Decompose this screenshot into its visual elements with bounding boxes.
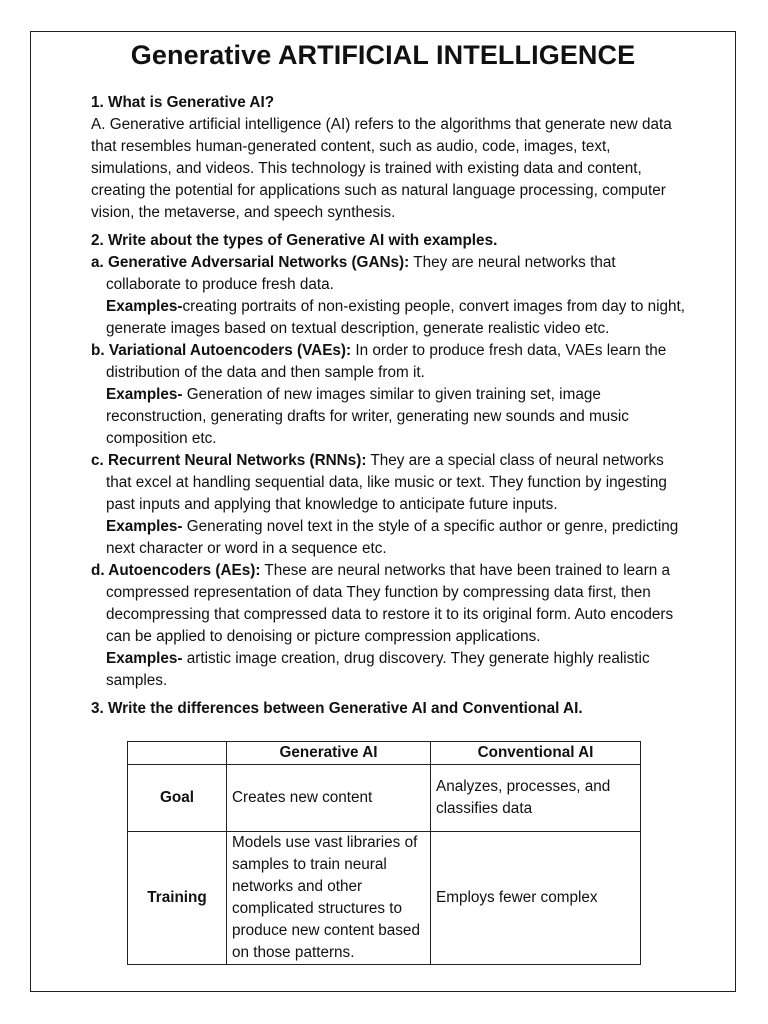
cell-conventional: Analyzes, processes, and classifies data <box>431 765 641 832</box>
row-label-training: Training <box>128 832 227 965</box>
question-3: 3. Write the differences between Generative AI and Conventional AI. <box>91 700 583 717</box>
cell-generative: Creates new content <box>227 765 431 832</box>
table-header-conventional: Conventional AI <box>431 742 641 765</box>
type-desc: These are neural networks that have been trained to learn a compressed representation of data They function by compressing data first, then decompressing that compressed data to restore it to its original form. Auto encoders can be applied to denoising or picture compression applications. <box>106 562 674 645</box>
type-desc: In order to produce fresh data, VAEs learn the distribution of the data and then sample from it. <box>106 342 667 381</box>
type-name: c. Recurrent Neural Networks (RNNs): <box>91 452 367 469</box>
type-desc: They are a special class of neural networks that excel at handling sequential data, like music or text. They function by ingesting past inputs and applying that knowledge to anticipate future inputs. <box>106 452 667 513</box>
document-body <box>91 92 691 720</box>
examples-aes <box>91 648 691 692</box>
type-aes <box>91 560 691 648</box>
type-name: b. Variational Autoencoders (VAEs): <box>91 342 352 359</box>
question-2: 2. Write about the types of Generative AI with examples. <box>91 232 498 249</box>
examples-text: Generating novel text in the style of a specific author or genre, predicting next character or word in a sequence etc. <box>106 518 679 557</box>
examples-label: Examples- <box>106 518 183 535</box>
examples-rnns <box>91 516 691 560</box>
examples-label: Examples- <box>106 650 183 667</box>
table-row <box>128 765 641 832</box>
type-vaes <box>91 340 691 384</box>
examples-label: Examples- <box>106 386 183 403</box>
examples-text: Generation of new images similar to given training set, image reconstruction, generating drafts for writer, generating new sounds and music composition etc. <box>106 386 629 447</box>
type-name: a. Generative Adversarial Networks (GANs): <box>91 254 410 271</box>
type-rnns <box>91 450 691 516</box>
examples-gans <box>91 296 691 340</box>
comparison-table <box>127 741 641 965</box>
examples-vaes <box>91 384 691 450</box>
row-label-goal: Goal <box>128 765 227 832</box>
answer-1: A. Generative artificial intelligence (AI) refers to the algorithms that generate new data that resembles human-generated content, such as audio, code, images, text, simulations, and videos. This technology is trained with existing data and content, creating the potential for applications such as natural language processing, computer vision, the metaverse, and speech synthesis. <box>91 116 672 221</box>
examples-label: Examples- <box>106 298 183 315</box>
examples-text: creating portraits of non-existing people, convert images from day to night, generate images based on textual description, generate realistic video etc. <box>106 298 686 337</box>
cell-conventional: Employs fewer complex <box>431 832 641 965</box>
cell-generative: Models use vast libraries of samples to train neural networks and other complicated structures to produce new content based on those patterns. <box>227 832 431 965</box>
table-header-row <box>128 742 641 765</box>
type-name: d. Autoencoders (AEs): <box>91 562 261 579</box>
table-row <box>128 832 641 965</box>
question-1: 1. What is Generative AI? <box>91 94 275 111</box>
table-header-empty <box>128 742 227 765</box>
table-header-generative: Generative AI <box>227 742 431 765</box>
type-desc: They are neural networks that collaborate to produce fresh data. <box>106 254 616 293</box>
examples-text: artistic image creation, drug discovery. They generate highly realistic samples. <box>106 650 650 689</box>
document-title: Generative ARTIFICIAL INTELLIGENCE <box>130 40 636 70</box>
type-gans <box>91 252 691 296</box>
